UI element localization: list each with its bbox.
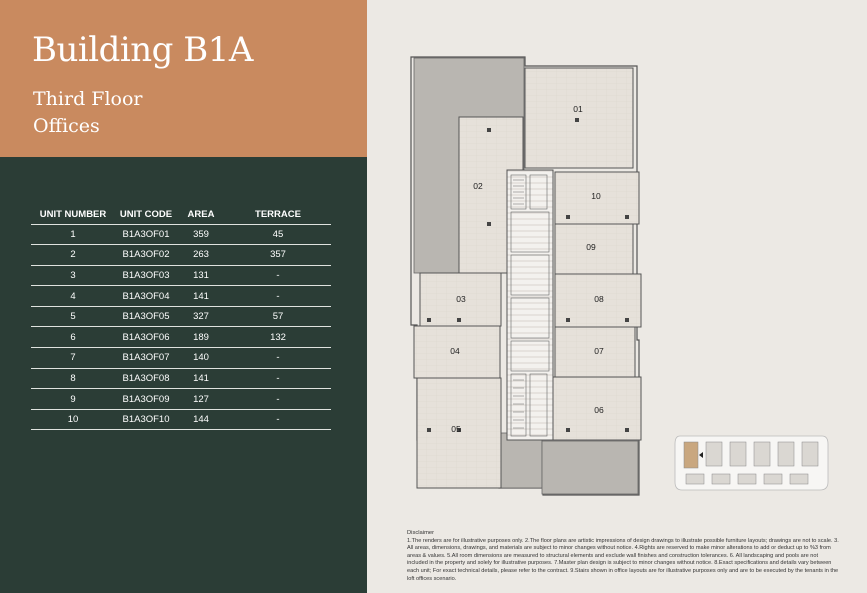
left-panel	[0, 0, 367, 593]
table-row	[31, 348, 331, 369]
cell-unit-number: 3	[31, 265, 115, 286]
unit-label-05: 05	[451, 424, 461, 434]
cell-unit-number: 7	[31, 348, 115, 369]
cell-terrace: -	[225, 265, 331, 286]
key-plan	[672, 432, 830, 494]
unit-label-10: 10	[591, 191, 601, 201]
cell-terrace: -	[225, 389, 331, 410]
plan-panel	[367, 0, 867, 593]
cell-terrace: 45	[225, 224, 331, 245]
unit-label-07: 07	[594, 346, 604, 356]
table-row	[31, 224, 331, 245]
table-row	[31, 327, 331, 348]
unit-label-09: 09	[586, 242, 596, 252]
cell-terrace: -	[225, 409, 331, 430]
cell-unit-code: B1A3OF10	[115, 409, 177, 430]
table-row	[31, 286, 331, 307]
unit-label-02: 02	[473, 181, 483, 191]
cell-unit-number: 9	[31, 389, 115, 410]
terrace-unit-05	[500, 433, 542, 488]
cell-area: 131	[177, 265, 225, 286]
use-subtitle: Offices	[33, 115, 100, 137]
disclaimer-text: 1.The renders are for illustrative purposes only. 2.The floor plans are artistic impressions of design drawings to illustrate possible furniture layouts; drawings are not to scale. 3. All areas, dimensions, drawings, and materials are subject to minor changes without notice. 4.Rights are reserved to make minor alterations to add or deduct up to %3 from areas & values. 5.All room dimensions are measured to structural elements and exclude wall finishes and construction tolerances. 6. All landscaping and pools are not included in the property and solely for illustrative purposes. 7.Master plan design is subject to minor changes without notice. 8.Exact specifications and details vary between each unit; For exact technical details, please refer to the contract. 9.Stairs shown in office layouts are for illustrative purposes only and are to be executed by the tenants in the loft offices scenario.	[407, 537, 839, 582]
cell-unit-code: B1A3OF04	[115, 286, 177, 307]
cell-terrace: 357	[225, 245, 331, 266]
floor-subtitle: Third Floor	[33, 88, 143, 110]
cell-terrace: 132	[225, 327, 331, 348]
terrace-unit-06	[542, 441, 638, 494]
cell-unit-number: 5	[31, 306, 115, 327]
cell-unit-number: 1	[31, 224, 115, 245]
unit-label-04: 04	[450, 346, 460, 356]
title-block	[0, 0, 367, 157]
cell-unit-code: B1A3OF07	[115, 348, 177, 369]
cell-unit-number: 2	[31, 245, 115, 266]
cell-area: 144	[177, 409, 225, 430]
cell-area: 141	[177, 286, 225, 307]
cell-area: 359	[177, 224, 225, 245]
col-terrace: TERRACE	[225, 206, 331, 224]
cell-unit-code: B1A3OF01	[115, 224, 177, 245]
cell-unit-number: 6	[31, 327, 115, 348]
table-row	[31, 306, 331, 327]
cell-area: 263	[177, 245, 225, 266]
cell-area: 189	[177, 327, 225, 348]
cell-unit-code: B1A3OF05	[115, 306, 177, 327]
unit-table	[31, 206, 331, 430]
table-header-row	[31, 206, 331, 224]
table-row	[31, 265, 331, 286]
unit-label-03: 03	[456, 294, 466, 304]
building-title: Building B1A	[32, 30, 253, 70]
cell-area: 127	[177, 389, 225, 410]
col-unit-number: UNIT NUMBER	[31, 206, 115, 224]
disclaimer-title: Disclaimer	[407, 530, 435, 536]
cell-unit-code: B1A3OF02	[115, 245, 177, 266]
cell-terrace: -	[225, 368, 331, 389]
disclaimer	[407, 530, 839, 583]
cell-area: 327	[177, 306, 225, 327]
cell-terrace: 57	[225, 306, 331, 327]
cell-unit-number: 8	[31, 368, 115, 389]
cell-unit-number: 10	[31, 409, 115, 430]
unit-label-08: 08	[594, 294, 604, 304]
cell-terrace: -	[225, 348, 331, 369]
cell-area: 141	[177, 368, 225, 389]
col-area: AREA	[177, 206, 225, 224]
cell-unit-code: B1A3OF06	[115, 327, 177, 348]
cell-unit-number: 4	[31, 286, 115, 307]
unit-label-01: 01	[573, 104, 583, 114]
floor-plan	[367, 0, 867, 500]
cell-unit-code: B1A3OF03	[115, 265, 177, 286]
cell-unit-code: B1A3OF09	[115, 389, 177, 410]
unit-label-06: 06	[594, 405, 604, 415]
table-row	[31, 245, 331, 266]
cell-unit-code: B1A3OF08	[115, 368, 177, 389]
col-unit-code: UNIT CODE	[115, 206, 177, 224]
cell-area: 140	[177, 348, 225, 369]
cell-terrace: -	[225, 286, 331, 307]
table-row	[31, 368, 331, 389]
table-row	[31, 389, 331, 410]
table-row	[31, 409, 331, 430]
